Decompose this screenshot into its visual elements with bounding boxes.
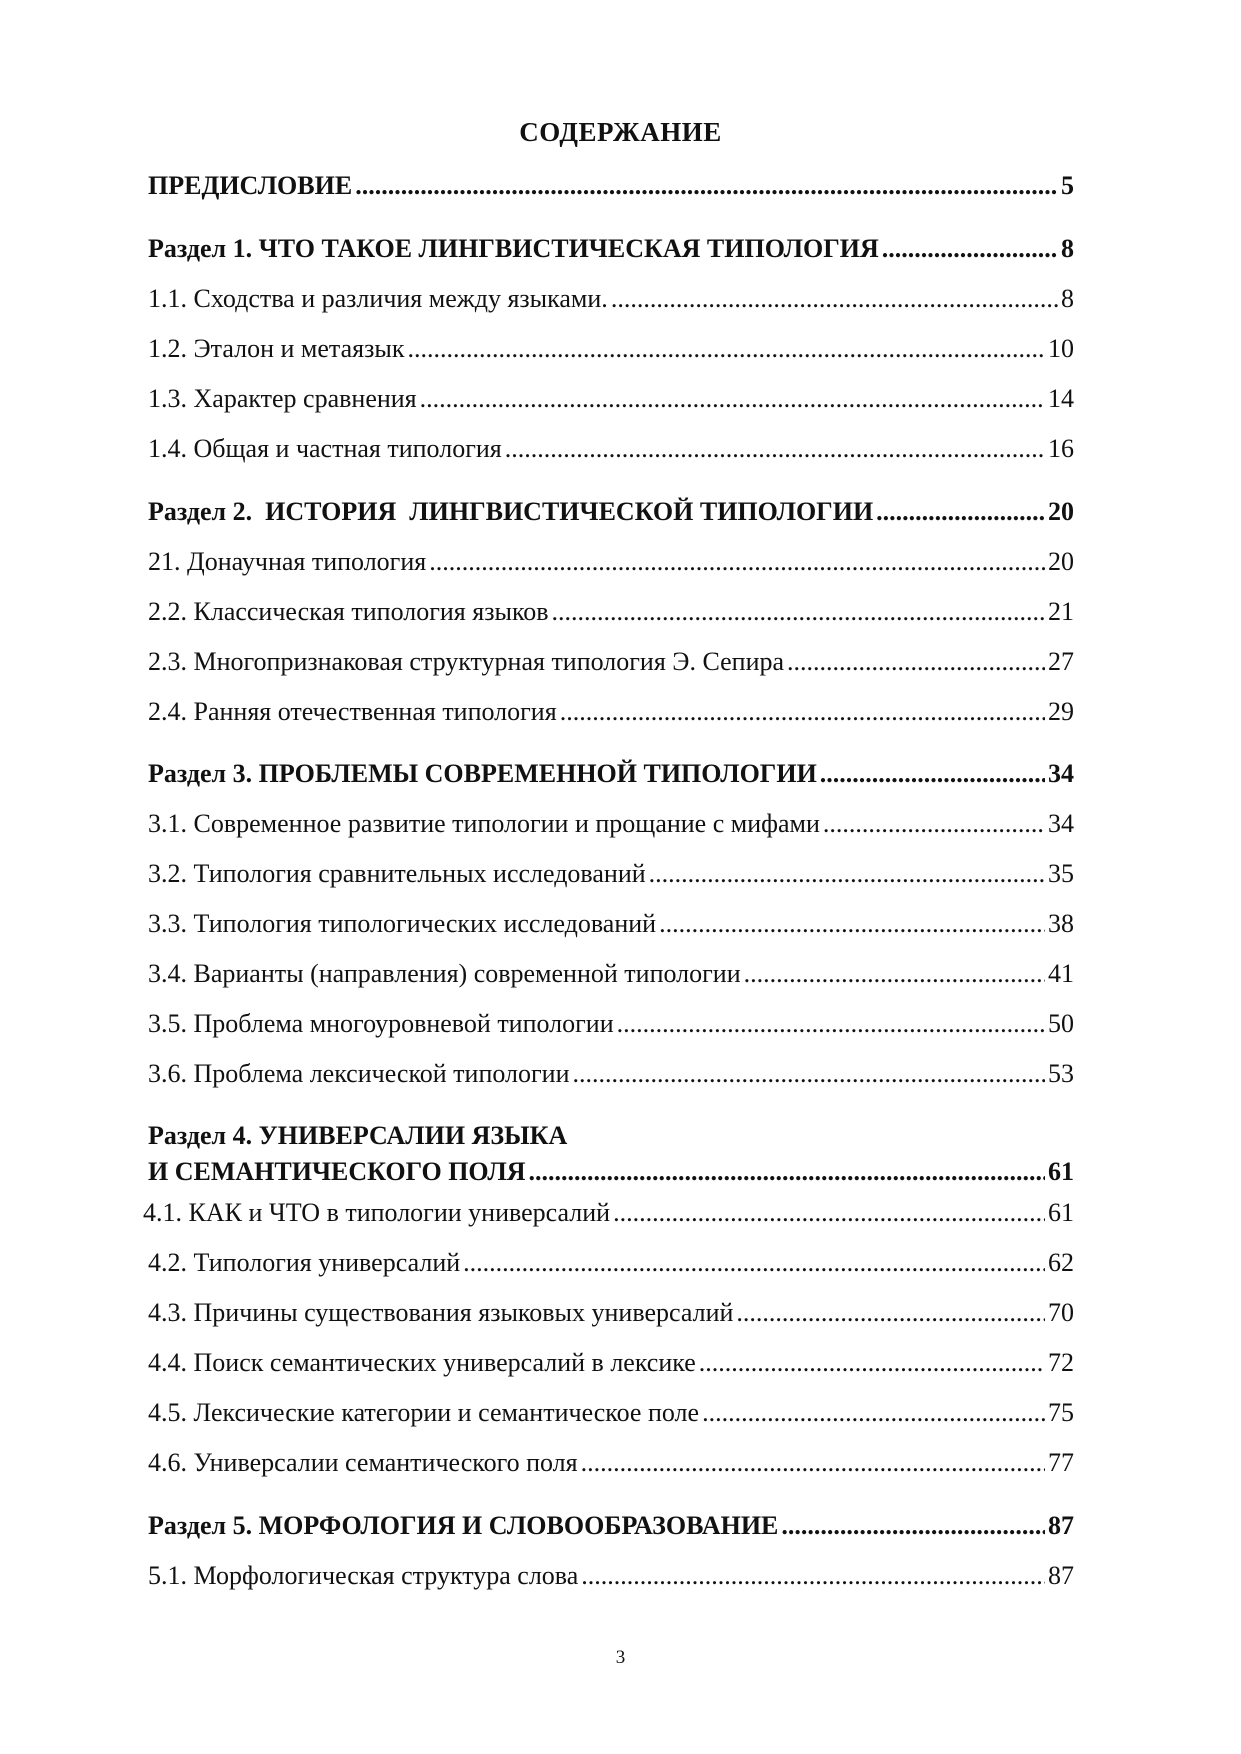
toc-dot-leader [463,1245,1045,1281]
toc-entry-label: 2.3. Многопризнаковая структурная типология Э. Сепира [148,647,785,676]
page-title: СОДЕРЖАНИЕ [519,117,722,147]
toc-entry-label: 21. Донаучная типология [148,547,427,576]
toc-dot-leader [581,1558,1045,1594]
toc-entry-page: 20 [1048,497,1074,526]
toc-entry-label: 4.6. Универсалии семантического поля [148,1448,578,1477]
toc-dot-leader [823,806,1045,842]
toc-entry-4-3 [148,1295,1074,1331]
toc-entry-page: 50 [1048,1009,1074,1038]
toc-entry-label: 3.6. Проблема лексической типологии [148,1059,570,1088]
toc-entry-page: 87 [1048,1511,1074,1540]
toc-entry-1-4 [148,431,1074,467]
page-number: 3 [615,1647,626,1668]
toc-section-4 [148,1118,1074,1190]
toc-dot-leader [581,1445,1045,1481]
toc-entry-page: 16 [1048,434,1074,463]
toc-section-1 [148,231,1074,267]
toc-entry-2-1 [148,544,1074,580]
toc-entry-label: 3.4. Варианты (направления) современной типологии [148,959,741,988]
toc-entry-label: 1.1. Сходства и различия между языками. [148,284,608,313]
toc-entry-5-1 [148,1558,1074,1594]
toc-entry-label: 1.2. Эталон и метаязык [148,334,405,363]
toc-entry-1-1 [148,281,1074,317]
toc-entry-label-line2: И СЕМАНТИЧЕСКОГО ПОЛЯ [148,1157,526,1186]
toc-entry-label: Раздел 2. ИСТОРИЯ ЛИНГВИСТИЧЕСКОЙ ТИПОЛОГИИ [148,497,874,526]
toc-entry-label: Раздел 1. ЧТО ТАКОЕ ЛИНГВИСТИЧЕСКАЯ ТИПОЛОГИЯ [148,234,879,263]
toc-entry-page: 75 [1048,1398,1074,1427]
toc-dot-leader [617,1006,1045,1042]
toc-entry-page: 77 [1048,1448,1074,1477]
toc-entry-page: 10 [1048,334,1074,363]
toc-dot-leader [407,331,1045,367]
toc-section-2 [148,494,1074,530]
toc-entry-page: 87 [1048,1561,1074,1590]
toc-section-3 [148,756,1074,792]
toc-entry-4-2 [148,1245,1074,1281]
toc-dot-leader [420,381,1045,417]
toc-entry-label: 5.1. Морфологическая структура слова [148,1561,579,1590]
toc-entry-page: 14 [1048,384,1074,413]
toc-entry-3-5 [148,1006,1074,1042]
toc-entry-page: 8 [1061,234,1074,263]
toc-entry-label: 2.2. Классическая типология языков [148,597,549,626]
toc-entry-page: 41 [1048,959,1074,988]
toc-entry-3-4 [148,956,1074,992]
toc-dot-leader [744,956,1045,992]
toc-entry-page: 62 [1048,1248,1074,1277]
toc-dot-leader [560,694,1045,730]
toc-entry-label: 4.5. Лексические категории и семантическое поле [148,1398,700,1427]
toc-entry-label: 4.4. Поиск семантических универсалий в лексике [148,1348,696,1377]
toc-dot-leader [787,644,1045,680]
toc-entry-4-6 [148,1445,1074,1481]
toc-entry-1-2 [148,331,1074,367]
toc-entry-page: 72 [1048,1348,1074,1377]
toc-dot-leader [505,431,1045,467]
toc-dot-leader [876,494,1045,530]
toc-entry-label: 3.1. Современное развитие типологии и прощание с мифами [148,809,820,838]
toc-entry-page: 34 [1048,809,1074,838]
toc-entry-4-1 [143,1195,1074,1231]
toc-entry-page: 5 [1061,171,1074,200]
toc-entry-page: 8 [1061,284,1074,313]
toc-entry-3-2 [148,856,1074,892]
toc-entry-label: 1.4. Общая и частная типология [148,434,502,463]
toc-dot-leader [572,1056,1045,1092]
toc-section-5 [148,1508,1074,1544]
toc-dot-leader [611,281,1058,317]
toc-entry-2-3 [148,644,1074,680]
toc-entry-page: 27 [1048,647,1074,676]
toc-entry-label-line1: Раздел 4. УНИВЕРСАЛИИ ЯЗЫКА [148,1121,568,1150]
toc-entry-2-4 [148,694,1074,730]
toc-entry-page: 53 [1048,1059,1074,1088]
toc-entry-page: 34 [1048,759,1074,788]
toc-entry-3-6 [148,1056,1074,1092]
toc-entry-4-5 [148,1395,1074,1431]
toc-dot-leader [781,1508,1045,1544]
toc-entry-page: 21 [1048,597,1074,626]
toc-entry-page: 70 [1048,1298,1074,1327]
toc-entry-label: 4.2. Типология универсалий [148,1248,461,1277]
toc-entry-page: 38 [1048,909,1074,938]
toc-entry-page: 61 [1048,1198,1074,1227]
toc-entry-3-1 [148,806,1074,842]
toc-entry-label: 1.3. Характер сравнения [148,384,417,413]
toc-entry-page: 61 [1048,1157,1074,1186]
toc-entry-label: 4.3. Причины существования языковых универсалий [148,1298,734,1327]
toc-dot-leader [699,1345,1045,1381]
toc-entry-label: ПРЕДИСЛОВИЕ [148,171,353,200]
toc-dot-leader [529,1154,1046,1190]
toc-entry-4-4 [148,1345,1074,1381]
toc-entry-label: 3.2. Типология сравнительных исследований [148,859,646,888]
toc-dot-leader [882,231,1058,267]
toc-entry-label: 2.4. Ранняя отечественная типология [148,697,557,726]
toc-entry-label: 3.3. Типология типологических исследований [148,909,657,938]
toc-entry-preface [148,168,1074,204]
toc-dot-leader [659,906,1045,942]
toc-entry-page: 20 [1048,547,1074,576]
toc-entry-label: Раздел 5. МОРФОЛОГИЯ И СЛОВООБРАЗОВАНИЕ [148,1511,779,1540]
toc-entry-1-3 [148,381,1074,417]
toc-dot-leader [429,544,1045,580]
toc-dot-leader [355,168,1058,204]
toc-dot-leader [736,1295,1045,1331]
toc-dot-leader [820,756,1045,792]
toc-entry-page: 29 [1048,697,1074,726]
toc-dot-leader [613,1195,1045,1231]
toc-entry-label: Раздел 3. ПРОБЛЕМЫ СОВРЕМЕННОЙ ТИПОЛОГИИ [148,759,817,788]
toc-entry-label: 3.5. Проблема многоуровневой типологии [148,1009,614,1038]
toc-entry-3-3 [148,906,1074,942]
toc-entry-page: 35 [1048,859,1074,888]
toc-dot-leader [552,594,1045,630]
toc-dot-leader [649,856,1045,892]
toc-dot-leader [702,1395,1045,1431]
toc-entry-2-2 [148,594,1074,630]
toc-entry-label: 4.1. КАК и ЧТО в типологии универсалий [143,1198,611,1227]
